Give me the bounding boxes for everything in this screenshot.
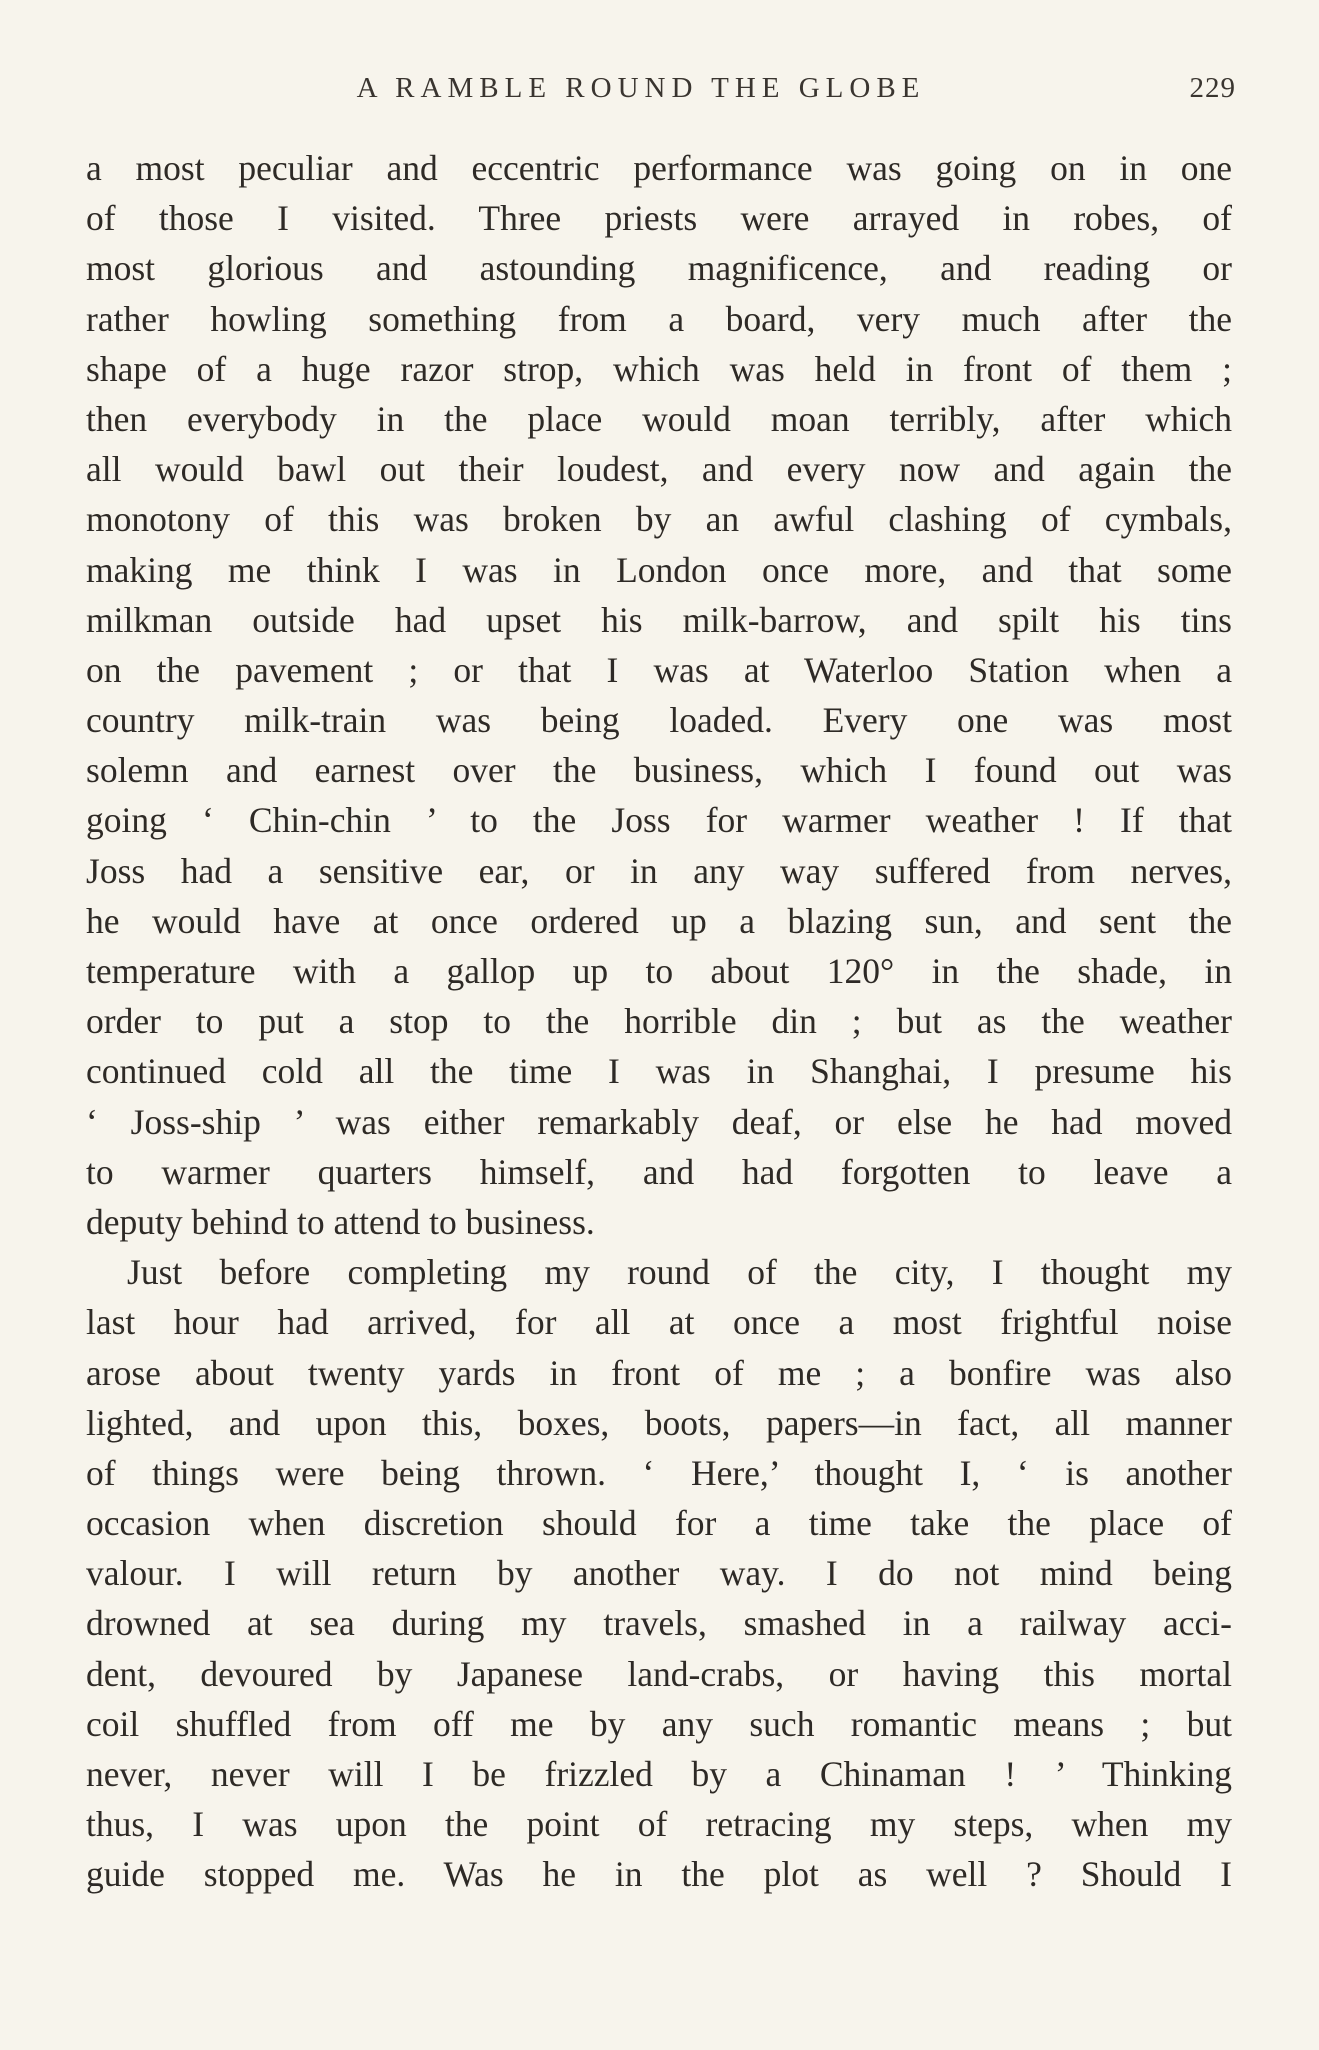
text-line: making me think I was in London once more, and that some [86, 549, 1232, 590]
text-line: most glorious and astounding magnificence, and reading or [86, 248, 1232, 289]
body-text [86, 143, 1232, 1900]
page-number: 229 [1189, 72, 1236, 104]
running-title: A RAMBLE ROUND THE GLOBE [356, 72, 926, 104]
text-line: arose about twenty yards in front of me ; a bonfire was also [86, 1352, 1232, 1393]
text-line: last hour had arrived, for all at once a most frightful noise [86, 1302, 1232, 1343]
text-line: valour. I will return by another way. I do not mind being [86, 1553, 1232, 1594]
text-line: thus, I was upon the point of retracing my steps, when my [86, 1804, 1232, 1845]
text-line: dent, devoured by Japanese land-crabs, or having this mortal [86, 1653, 1232, 1694]
text-line: going ‘ Chin-chin ’ to the Joss for warmer weather ! If that [86, 800, 1232, 841]
running-head [86, 72, 1236, 112]
text-line: rather howling something from a board, very much after the [86, 298, 1232, 339]
text-line: all would bawl out their loudest, and every now and again the [86, 449, 1232, 490]
text-line: temperature with a gallop up to about 120° in the shade, in [86, 951, 1232, 991]
paragraph-2 [86, 1247, 1232, 1899]
text-line: order to put a stop to the horrible din ; but as the weather [86, 1001, 1232, 1042]
text-line: continued cold all the time I was in Shanghai, I presume his [86, 1051, 1232, 1092]
text-line: Just before completing my round of the city, I thought my [127, 1252, 1232, 1293]
text-line: lighted, and upon this, boxes, boots, papers—in fact, all manner [86, 1402, 1232, 1443]
paragraph-1 [86, 143, 1232, 1247]
text-line: country milk-train was being loaded. Every one was most [86, 700, 1232, 741]
text-line: to warmer quarters himself, and had forgotten to leave a [86, 1151, 1232, 1192]
text-line: ‘ Joss-ship ’ was either remarkably deaf, or else he had moved [86, 1101, 1232, 1142]
text-line: occasion when discretion should for a time take the place of [86, 1503, 1232, 1544]
text-line: deputy behind to attend to business. [86, 1201, 595, 1242]
text-line: then everybody in the place would moan terribly, after which [86, 398, 1232, 439]
text-line: a most peculiar and eccentric performance was going on in one [86, 148, 1232, 188]
text-line: shape of a huge razor strop, which was held in front of them ; [86, 348, 1232, 389]
text-line: of those I visited. Three priests were arrayed in robes, of [86, 198, 1232, 239]
text-line: coil shuffled from off me by any such romantic means ; but [86, 1703, 1232, 1744]
text-line: monotony of this was broken by an awful clashing of cymbals, [86, 499, 1232, 540]
text-line: of things were being thrown. ‘ Here,’ thought I, ‘ is another [86, 1452, 1232, 1493]
text-line: solemn and earnest over the business, which I found out was [86, 750, 1232, 791]
text-line: he would have at once ordered up a blazing sun, and sent the [86, 900, 1232, 941]
text-line: on the pavement ; or that I was at Waterloo Station when a [86, 649, 1232, 690]
text-line: guide stopped me. Was he in the plot as well ? Should I [86, 1854, 1232, 1895]
text-line: never, never will I be frizzled by a Chinaman ! ’ Thinking [86, 1754, 1232, 1794]
text-line: Joss had a sensitive ear, or in any way suffered from nerves, [86, 850, 1232, 891]
text-line: milkman outside had upset his milk-barrow, and spilt his tins [86, 599, 1232, 640]
text-line: drowned at sea during my travels, smashed in a railway acci- [86, 1603, 1232, 1644]
